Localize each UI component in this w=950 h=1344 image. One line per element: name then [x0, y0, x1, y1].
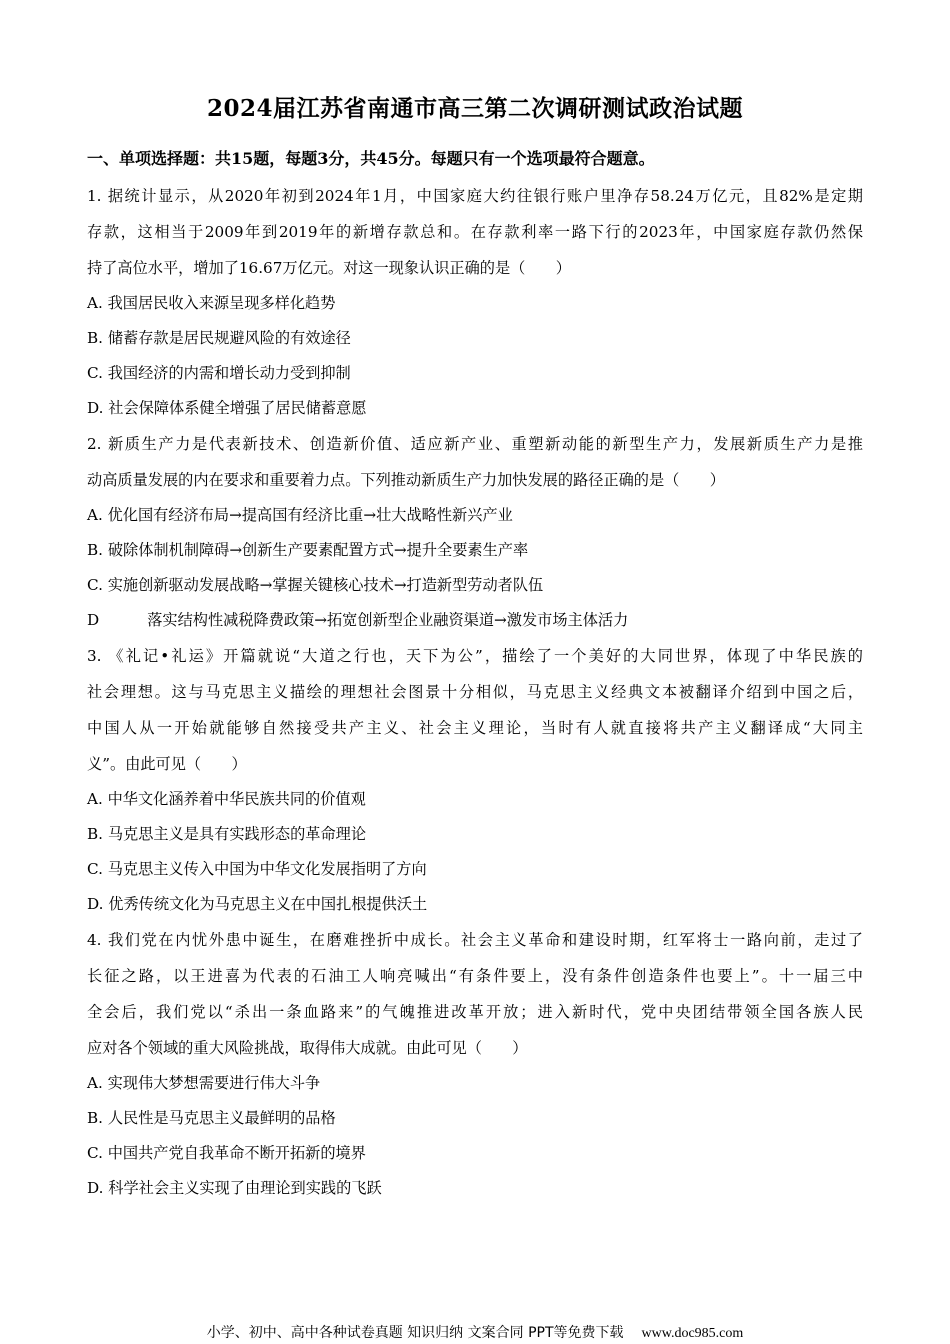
- exam-title: 2024届江苏省南通市高三第二次调研测试政治试题: [206, 95, 743, 122]
- option-c: C. 我国经济的内需和增长动力受到抑制: [87, 364, 351, 382]
- question-stem-line: 4. 我们党在内忧外患中诞生，在磨难挫折中成长。社会主义革命和建设时期，红军将士一路向前，走过了: [87, 931, 863, 949]
- option-c: C. 中国共产党自我革命不断开拓新的境界: [87, 1144, 366, 1162]
- question-stem-line: 义”。由此可见（ ）: [87, 755, 247, 773]
- footer-link[interactable]: www.doc985.com: [641, 1326, 744, 1341]
- option-d: D. 社会保障体系健全增强了居民储蓄意愿: [87, 399, 367, 417]
- section-heading: 一、单项选择题：共15题，每题3分，共45分。每题只有一个选项最符合题意。: [87, 149, 655, 168]
- option-a: A. 优化国有经济布局→提高国有经济比重→壮大战略性新兴产业: [87, 506, 513, 524]
- question-stem-line: 持了高位水平，增加了16.67万亿元。对这一现象认识正确的是（ ）: [87, 259, 571, 277]
- option-b: B. 人民性是马克思主义最鲜明的品格: [87, 1109, 336, 1127]
- question-stem-line: 存款，这相当于2009年到2019年的新增存款总和。在存款利率一路下行的2023年，中国家庭存款仍然保: [87, 223, 863, 241]
- question-1: [87, 178, 863, 426]
- question-2: [87, 426, 863, 638]
- question-stem-line: 社会理想。这与马克思主义描绘的理想社会图景十分相似，马克思主义经典文本被翻译介绍到中国之后，: [87, 683, 863, 701]
- question-list: [87, 178, 863, 1206]
- question-stem-line: 长征之路，以王进喜为代表的石油工人响亮喊出“有条件要上，没有条件创造条件也要上”。十一届三中: [87, 967, 863, 985]
- question-stem-line: 动高质量发展的内在要求和重要着力点。下列推动新质生产力加快发展的路径正确的是（ ）: [87, 471, 725, 489]
- option-b: B. 马克思主义是具有实践形态的革命理论: [87, 825, 367, 843]
- question-stem-line: 1. 据统计显示，从2020年初到2024年1月，中国家庭大约往银行账户里净存58.24万亿元，且82%是定期: [87, 187, 863, 205]
- option-a: A. 实现伟大梦想需要进行伟大斗争: [87, 1074, 321, 1092]
- option-d-letter: D: [87, 611, 100, 629]
- option-d: D. 科学社会主义实现了由理论到实践的飞跃: [87, 1179, 382, 1197]
- question-stem-line: 应对各个领域的重大风险挑战，取得伟大成就。由此可见（ ）: [87, 1039, 528, 1057]
- option-d: D. 优秀传统文化为马克思主义在中国扎根提供沃土: [87, 895, 428, 913]
- option-b: B. 破除体制机制障碍→创新生产要素配置方式→提升全要素生产率: [87, 541, 529, 559]
- page-footer: [0, 1322, 950, 1342]
- question-stem-line: 2. 新质生产力是代表新技术、创造新价值、适应新产业、重塑新动能的新型生产力，发展新质生产力是推: [87, 435, 863, 453]
- option-c: C. 实施创新驱动发展战略→掌握关键核心技术→打造新型劳动者队伍: [87, 576, 544, 594]
- question-4: [87, 922, 863, 1206]
- question-stem-line: 中国人从一开始就能够自然接受共产主义、社会主义理论，当时有人就直接将共产主义翻译成“大同主: [87, 719, 863, 737]
- option-c: C. 马克思主义传入中国为中华文化发展指明了方向: [87, 860, 427, 878]
- question-stem-line: 全会后，我们党以“杀出一条血路来”的气魄推进改革开放；进入新时代，党中央团结带领全国各族人民: [87, 1003, 863, 1021]
- option-a: A. 我国居民收入来源呈现多样化趋势: [87, 294, 336, 312]
- option-a: A. 中华文化涵养着中华民族共同的价值观: [87, 790, 366, 808]
- question-3: [87, 638, 863, 922]
- footer-text: 小学、初中、高中各种试卷真题 知识归纳 文案合同 PPT等免费下载: [206, 1325, 624, 1341]
- option-b: B. 储蓄存款是居民规避风险的有效途径: [87, 329, 351, 347]
- option-d: [87, 603, 863, 638]
- question-stem-line: 3. 《礼记•礼运》开篇就说“大道之行也，天下为公”，描绘了一个美好的大同世界，体现了中华民族的: [87, 647, 863, 665]
- option-d-text: 落实结构性减税降费政策→拓宽创新型企业融资渠道→激发市场主体活力: [147, 611, 629, 629]
